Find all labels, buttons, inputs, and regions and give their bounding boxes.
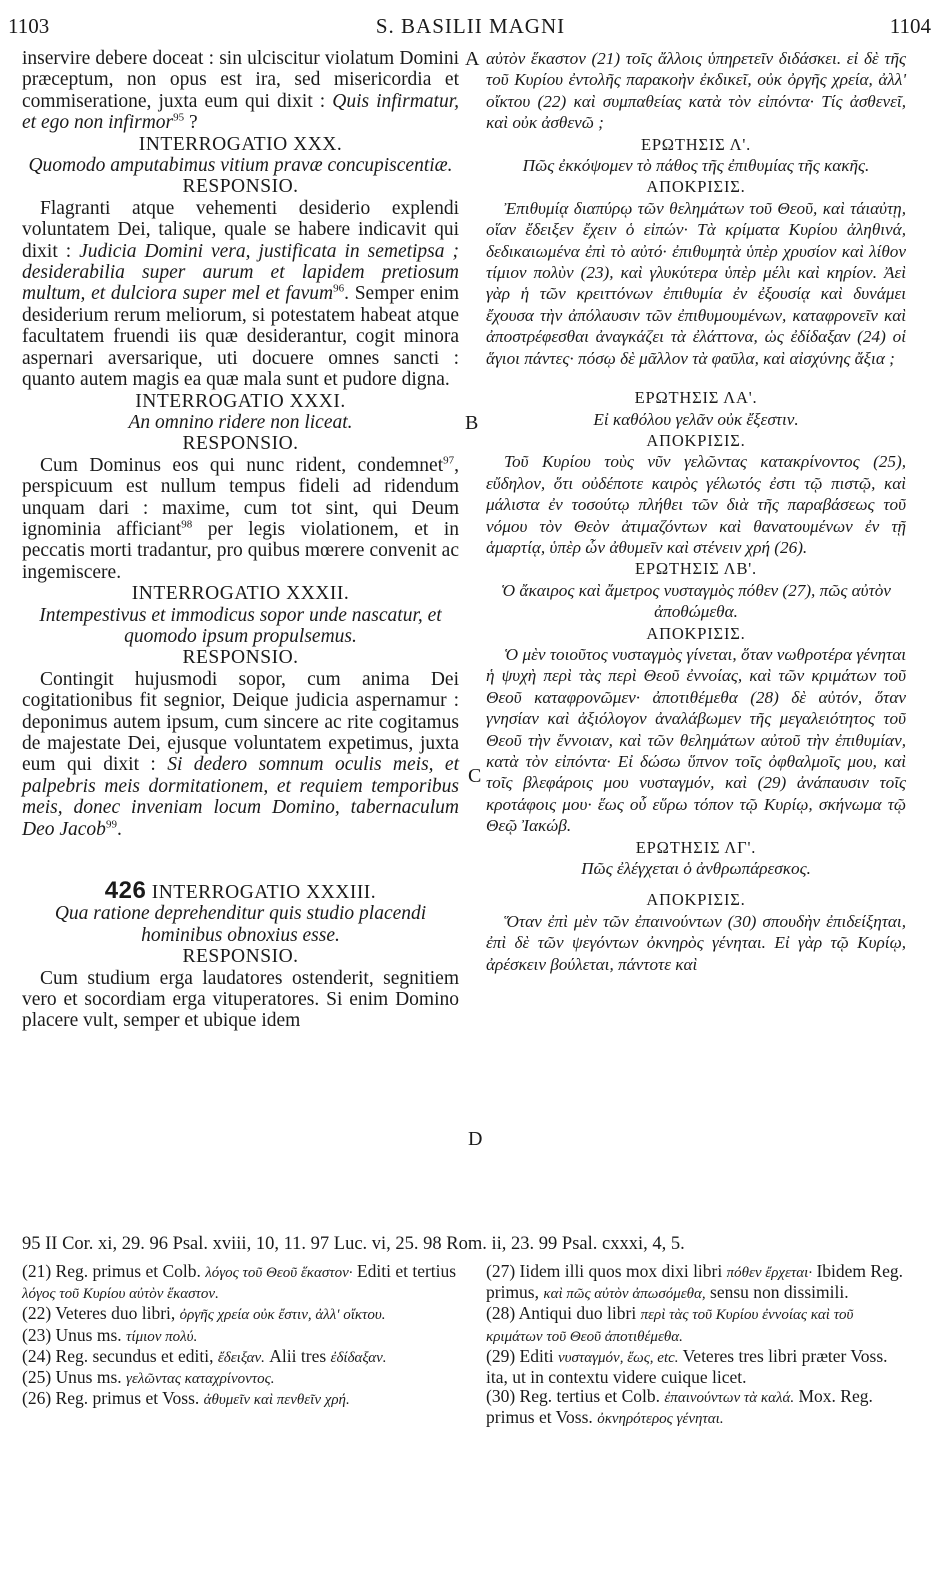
margin-marker-d: D — [468, 1128, 483, 1150]
interrogatio-32-question: Intempestivus et immodicus sopor unde nascatur, et quomodo ipsum propulsemus. — [39, 604, 442, 647]
apokrisis-30-text: Ἐπιθυμίᾳ διαπύρῳ τῶν θελημάτων τοῦ Θεοῦ, καὶ τάιαὐτῃ, οἵαν ἔδειξεν ἔχειν ὁ εἰπών· Τὰ κρίματα Κυρίου ἀληθινά, δεδικαιωμένα ἐπὶ τὸ αὐτό· ἐπιθυμητὰ ὑπὲρ χρυσίον καὶ λίθον τίμιον πολὺν (23), καὶ γλυκύτερα ὑπὲρ μέλι καὶ κηρίον. Ἀεὶ γὰρ ἡ τῶν κρειττόνων ἐπιθυμία ἐν ἐξουσίᾳ καὶ δυνάμει ἔχουσα τὴν ἀπόλαυσιν τῶν ἐπιθυμουμένων, καταφρονεῖν καὶ ἀποστρέφεσθαι ἀναγκάζει τὰ ἐλάττονα, ὡς ἐδίδαξαν (24) οἱ ἅγιοι πάντες· πόσῳ δὲ μᾶλλον τὰ φαῦλα, καὶ αἰσχύνης ἄξια ; — [486, 198, 906, 368]
footnote-26: (26) Reg. primus et Voss. ἀθυμεῖν καὶ πενθεῖν χρή. — [22, 1388, 350, 1409]
interrogatio-30-question: Quomodo amputabimus vitium pravæ concupiscentiæ. — [28, 155, 453, 177]
footnotes-left — [22, 1262, 462, 1410]
interrogatio-33-heading: 426 INTERROGATIO XXXIII. — [104, 877, 377, 905]
apokrisis-30-heading: ΑΠΟΚΡΙΣΙΣ. — [646, 177, 746, 197]
footnote-30: (30) Reg. tertius et Colb. ἐπαινούντων τὰ καλά. Mox. Reg. primus et Voss. ὀκνηρότερος γένηται. — [486, 1386, 873, 1428]
latin-paragraph-continuation: inservire debere doceat : sin ulciscitur violatum Domini præceptum, non opus est ira, sed misericordia et commiseratione, juxta eum qui dixit : Quis infirmatur, et ego non infirmor$^{95}$ ? — [22, 48, 459, 134]
erotesis-30-heading: ΕΡΩΤΗΣΙΣ Λ'. — [640, 134, 752, 154]
footnote-23: (23) Unus ms. τίμιον πολύ. — [22, 1324, 198, 1345]
interrogatio-31-heading: INTERROGATIO XXXI. — [135, 390, 346, 412]
interrogatio-31-question: An omnino ridere non liceat. — [128, 411, 353, 433]
margin-marker-b: B — [465, 412, 479, 434]
footnote-25: (25) Unus ms. γελῶντας καταχρίνοντος. — [22, 1367, 275, 1388]
responsio-30-heading: RESPONSIO. — [182, 176, 299, 198]
erotesis-33-question: Πῶς ἐλέγχεται ὁ ἀνθρωπάρεσκος. — [581, 859, 811, 879]
footnote-27: (27) Iidem illi quos mox dixi libri πόθεν ἔρχεται· Ibidem Reg. primus, καὶ πῶς αὐτὸν ἀπωσόμεθα, sensu non dissimili. — [486, 1261, 903, 1303]
responsio-31-text: Cum Dominus eos qui nunc rident, condemnet$^{97}$, perspicuum est nullum tempus fideli ad ridendum unquam dari : maxime, cum tot sint, qui Deum ignominia afficiant$^{98}$ per legis violationem, et in peccatis morti tradantur, pro quibus mœrere convenit ac ingemiscere. — [22, 454, 459, 583]
running-title: S. BASILII MAGNI — [375, 14, 566, 38]
page-number-left: 1103 — [8, 14, 50, 38]
responsio-33-text: Cum studium erga laudatores ostenderit, segnitiem vero et socordiam erga vituperatores. Si enim Domino placere vult, semper et ubique idem — [22, 967, 459, 1032]
interrogatio-32-heading: INTERROGATIO XXXII. — [131, 583, 350, 605]
footnote-24: (24) Reg. secundus et editi, ἔδειξαν. Alii tres ἐδίδαξαν. — [22, 1345, 387, 1366]
responsio-32-heading: RESPONSIO. — [182, 647, 299, 669]
responsio-31-heading: RESPONSIO. — [182, 433, 299, 455]
scripture-references: 95 II Cor. xi, 29. 96 Psal. xviii, 10, 11. 97 Luc. vi, 25. 98 Rom. ii, 23. 99 Psal. cxxxi, 4, 5. — [22, 1234, 685, 1254]
apokrisis-32-heading: ΑΠΟΚΡΙΣΙΣ. — [646, 623, 746, 643]
erotesis-31-heading: ΕΡΩΤΗΣΙΣ ΛΑ'. — [634, 388, 758, 408]
page-number-right: 1104 — [889, 14, 931, 38]
interrogatio-33-question: Qua ratione deprehenditur quis studio placendi hominibus obnoxius esse. — [54, 903, 427, 946]
footnote-29: (29) Editi νυσταγμόν, ἕως, etc. Veteres tres libri præter Voss. ita, ut in contextu videre cuique licet. — [486, 1345, 888, 1388]
apokrisis-33-text: Ὅταν ἐπὶ μὲν τῶν ἐπαινούντων (30) σπουδὴν ἐπιδείξηται, ἐπὶ δὲ τῶν ψεγόντων ὀκνηρὸς γένηται. Εἰ γὰρ τῷ Κυρίῳ, ἀρέσκειν βούλεται, πάντοτε καὶ — [486, 911, 906, 974]
greek-paragraph-continuation: αὐτὸν ἕκαστον (21) τοῖς ἄλλοις ὑπηρετεῖν διδάσκει. εἰ δὲ τῆς τοῦ Κυρίου ἐντολῆς παρακοὴν ἐκδικεῖ, οὐκ ὀργῆς χρεία, ἀλλ' οἴκτου (22) καὶ συμπαθείας κατὰ τὸν εἰπόντα· Τίς ἀσθενεῖ, καὶ οὐκ ἀσθενῶ ; — [486, 49, 906, 133]
greek-column — [486, 48, 906, 975]
margin-marker-a: A — [465, 48, 480, 70]
column-number: 426 — [104, 877, 147, 905]
apokrisis-33-heading: ΑΠΟΚΡΙΣΙΣ. — [646, 890, 746, 910]
responsio-33-heading: RESPONSIO. — [182, 946, 299, 968]
erotesis-33-heading: ΕΡΩΤΗΣΙΣ ΛΓ'. — [635, 837, 757, 857]
interrogatio-30-heading: INTERROGATIO XXX. — [138, 133, 343, 155]
responsio-30-text: Flagranti atque vehementi desiderio explendi voluntatem Dei, talique, quale se habere indicavit qui dixit : Judicia Domini vera, justificata in semetipsa ; desiderabilia super aurum et lapidem pretiosum multum, et dulciora super mel et favum$^{96}$. Semper enim desiderium rerum meliorum, si potestatem habeat atque facultatem fruendi iis quæ desiderantur, cogit minora aspernari aversarique, uti docuere omnes sancti : quanto autem magis ea quæ mala sunt et pudore digna. — [22, 197, 459, 391]
apokrisis-32-text: Ὁ μὲν τοιοῦτος νυσταγμὸς γίνεται, ὅταν νωθροτέρα γένηται ἡ ψυχὴ περὶ τὰς περὶ Θεοῦ ἐννοίας, καὶ τῶν κριμάτων τοῦ Θεοῦ καταφρονῶμεν· ἀποτιθέμεθα (28) δὲ αὐτόν, ὅταν γνησίαν καὶ ἀξιόλογον ἀναλάβωμεν τῆς μεγαλειότητος τοῦ Θεοῦ τὴν ἔννοιαν, καὶ τῶν θελημάτων αὐτοῦ τὴν ἐπιθυμίαν, κατὰ τὸν εἰπόντα· Εἰ δώσω ὕπνον τοῖς ὀφθαλμοῖς μου, καὶ τοῖς βλεφάροις μου νυσταγμόν, καὶ (29) ἀνάπαυσιν τοῖς κροτάφοις μου· ἕως οὗ εὕρω τόπον τῷ Κυρίῳ, σκήνωμα τῷ Θεῷ Ἰακώβ. — [486, 644, 906, 836]
footnotes-right — [486, 1262, 906, 1430]
erotesis-31-question: Εἰ καθόλου γελᾶν οὐκ ἔξεστιν. — [593, 409, 799, 429]
margin-marker-c: C — [468, 765, 482, 787]
latin-column — [22, 48, 459, 1032]
page-header — [0, 14, 941, 44]
footnote-21: (21) Reg. primus et Colb. λόγος τοῦ Θεοῦ ἕκαστον· Editi et tertius λόγος τοῦ Κυρίου αὐτὸν ἕκαστον. — [22, 1261, 457, 1303]
erotesis-32-question: Ὁ ἄκαιρος καὶ ἄμετρος νυσταγμὸς πόθεν (27), πῶς αὐτὸν ἀποθώμεθα. — [501, 580, 891, 622]
apokrisis-31-heading: ΑΠΟΚΡΙΣΙΣ. — [646, 430, 746, 450]
responsio-32-text: Contingit hujusmodi sopor, cum anima Dei cogitationibus fit segnior, Deique judicia aspernamur : deponimus autem ipsum, cum sincere ac rite cogitamus de majestate Dei, ejusque voluntatem expetimus, juxta eum qui dixit : Si dedero somnum oculis meis, et palpebris meis dormitationem, et requiem temporibus meis, donec inveniam locum Domino, tabernaculum Deo Jacob$^{99}$. — [22, 668, 459, 840]
erotesis-32-heading: ΕΡΩΤΗΣΙΣ ΛΒ'. — [635, 559, 757, 579]
apokrisis-31-text: Τοῦ Κυρίου τοὺς νῦν γελῶντας κατακρίνοντος (25), εὔδηλον, ὅτι οὐδέποτε καιρὸς γέλωτός ἐστι τῷ πιστῷ, καὶ μάλιστα ἐν τοσούτῳ πλήθει τῶν διὰ τῆς παραβάσεως τοῦ νόμου τὸν Θεὸν ἀτιμαζόντων καὶ θανατουμένων ἐν τῇ ἁμαρτίᾳ, ὑπὲρ ὧν ἀθυμεῖν καὶ στένειν χρή (26). — [486, 452, 906, 557]
footnote-28: (28) Antiqui duo libri περὶ τὰς τοῦ Κυρίου ἐννοίας καὶ τοῦ κριμάτων τοῦ Θεοῦ ἀποτιθέμεθα. — [486, 1303, 854, 1345]
erotesis-30-question: Πῶς ἐκκόψομεν τὸ πάθος τῆς ἐπιθυμίας τῆς κακῆς. — [522, 156, 870, 176]
footnote-22: (22) Veteres duo libri, ὀργῆς χρεία οὐκ ἔστιν, ἀλλ' οἴκτου. — [22, 1303, 386, 1324]
